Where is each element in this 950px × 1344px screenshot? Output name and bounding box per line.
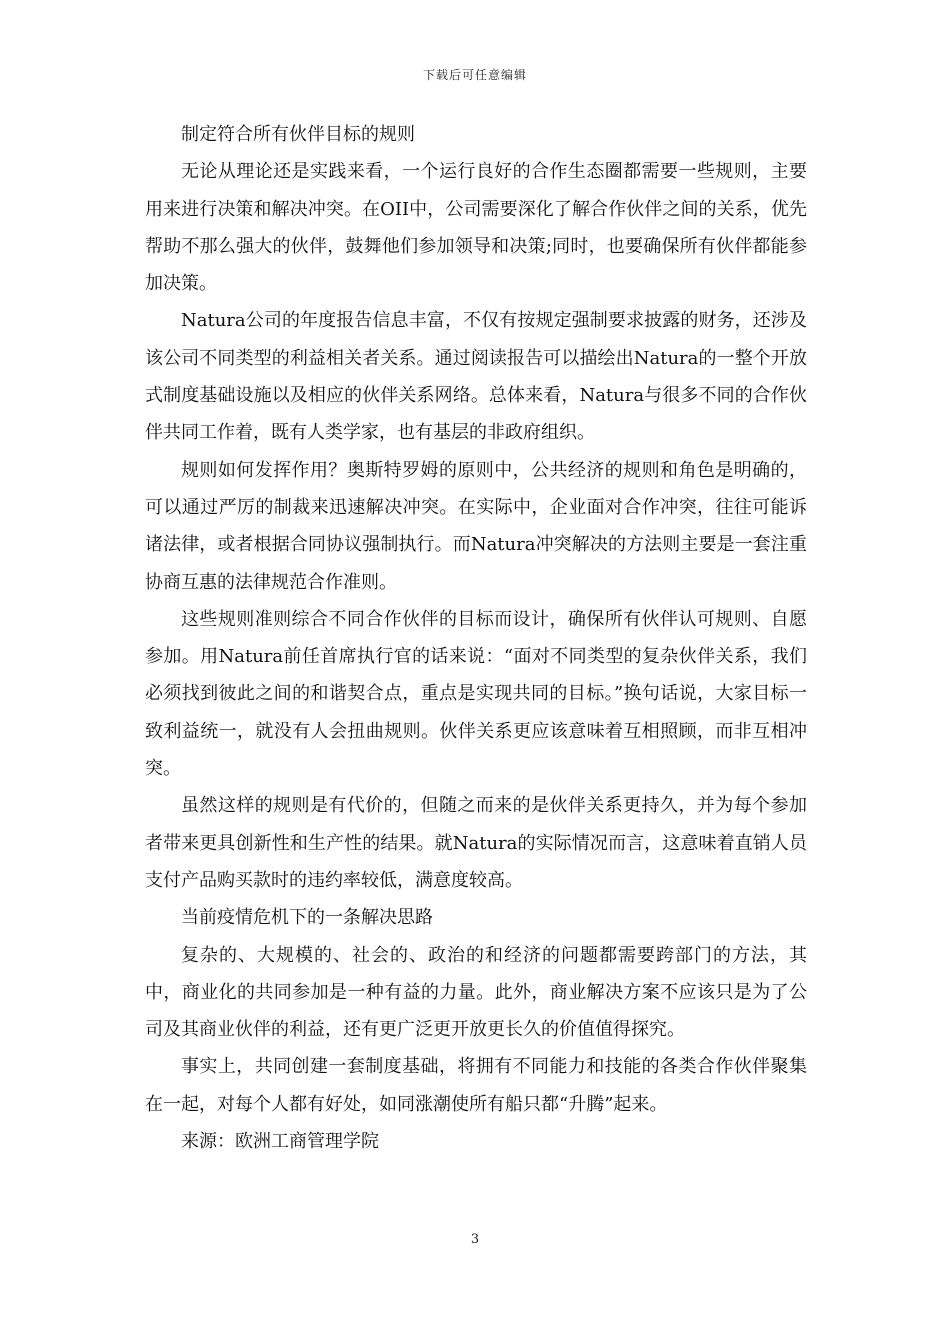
paragraph-6: 复杂的、大规模的、社会的、政治的和经济的问题都需要跨部门的方法，其中，商业化的共同参加是一种有益的力量。此外，商业解决方案不应该只是为了公司及其商业伙伴的利益，还有更广泛更开放更长久的价值值得探究。 (145, 944, 807, 1041)
section-heading-rules: 制定符合所有伙伴目标的规则 (181, 124, 415, 145)
paragraph-7: 事实上，共同创建一套制度基础，将拥有不同能力和技能的各类合作伙伴聚集在一起，对每个人都有好处，如同涨潮使所有船只都“升腾”起来。 (145, 1056, 807, 1115)
paragraph-3: 规则如何发挥作用？奥斯特罗姆的原则中，公共经济的规则和角色是明确的，可以通过严厉的制裁来迅速解决冲突。在实际中，企业面对合作冲突，往往可能诉诸法律，或者根据合同协议强制执行。而Natura冲突解决的方法则主要是一套注重协商互惠的法律规范合作准则。 (145, 459, 807, 593)
page-number: 3 (470, 1232, 480, 1247)
section-heading-pandemic: 当前疫情危机下的一条解决思路 (181, 907, 433, 929)
paragraph-4: 这些规则准则综合不同合作伙伴的目标而设计，确保所有伙伴认可规则、自愿参加。用Natura前任首席执行官的话来说：“面对不同类型的复杂伙伴关系，我们必须找到彼此之间的和谐契合点，重点是实现共同的目标。”换句话说，大家目标一致利益统一，就没有人会扭曲规则。伙伴关系更应该意味着互相照顾，而非互相冲突。 (145, 608, 807, 780)
document-body (145, 116, 807, 1160)
source-line: 来源：欧洲工商管理学院 (181, 1131, 379, 1153)
paragraph-1: 无论从理论还是实践来看，一个运行良好的合作生态圈都需要一些规则，主要用来进行决策和解决冲突。在OII中，公司需要深化了解合作伙伴之间的关系，优先帮助不那么强大的伙伴，鼓舞他们参加领导和决策;同时，也要确保所有伙伴都能参加决策。 (145, 161, 807, 295)
paragraph-5: 虽然这样的规则是有代价的，但随之而来的是伙伴关系更持久，并为每个参加者带来更具创新性和生产性的结果。就Natura的实际情况而言，这意味着直销人员支付产品购买款时的违约率较低，满意度较高。 (145, 795, 807, 891)
page-header: 下载后可任意编辑 (422, 68, 527, 82)
paragraph-2: Natura公司的年度报告信息丰富，不仅有按规定强制要求披露的财务，还涉及该公司不同类型的利益相关者关系。通过阅读报告可以描绘出Natura的一整个开放式制度基础设施以及相应的伙伴关系网络。总体来看，Natura与很多不同的合作伙伴共同工作着，既有人类学家，也有基层的非政府组织。 (145, 310, 807, 444)
